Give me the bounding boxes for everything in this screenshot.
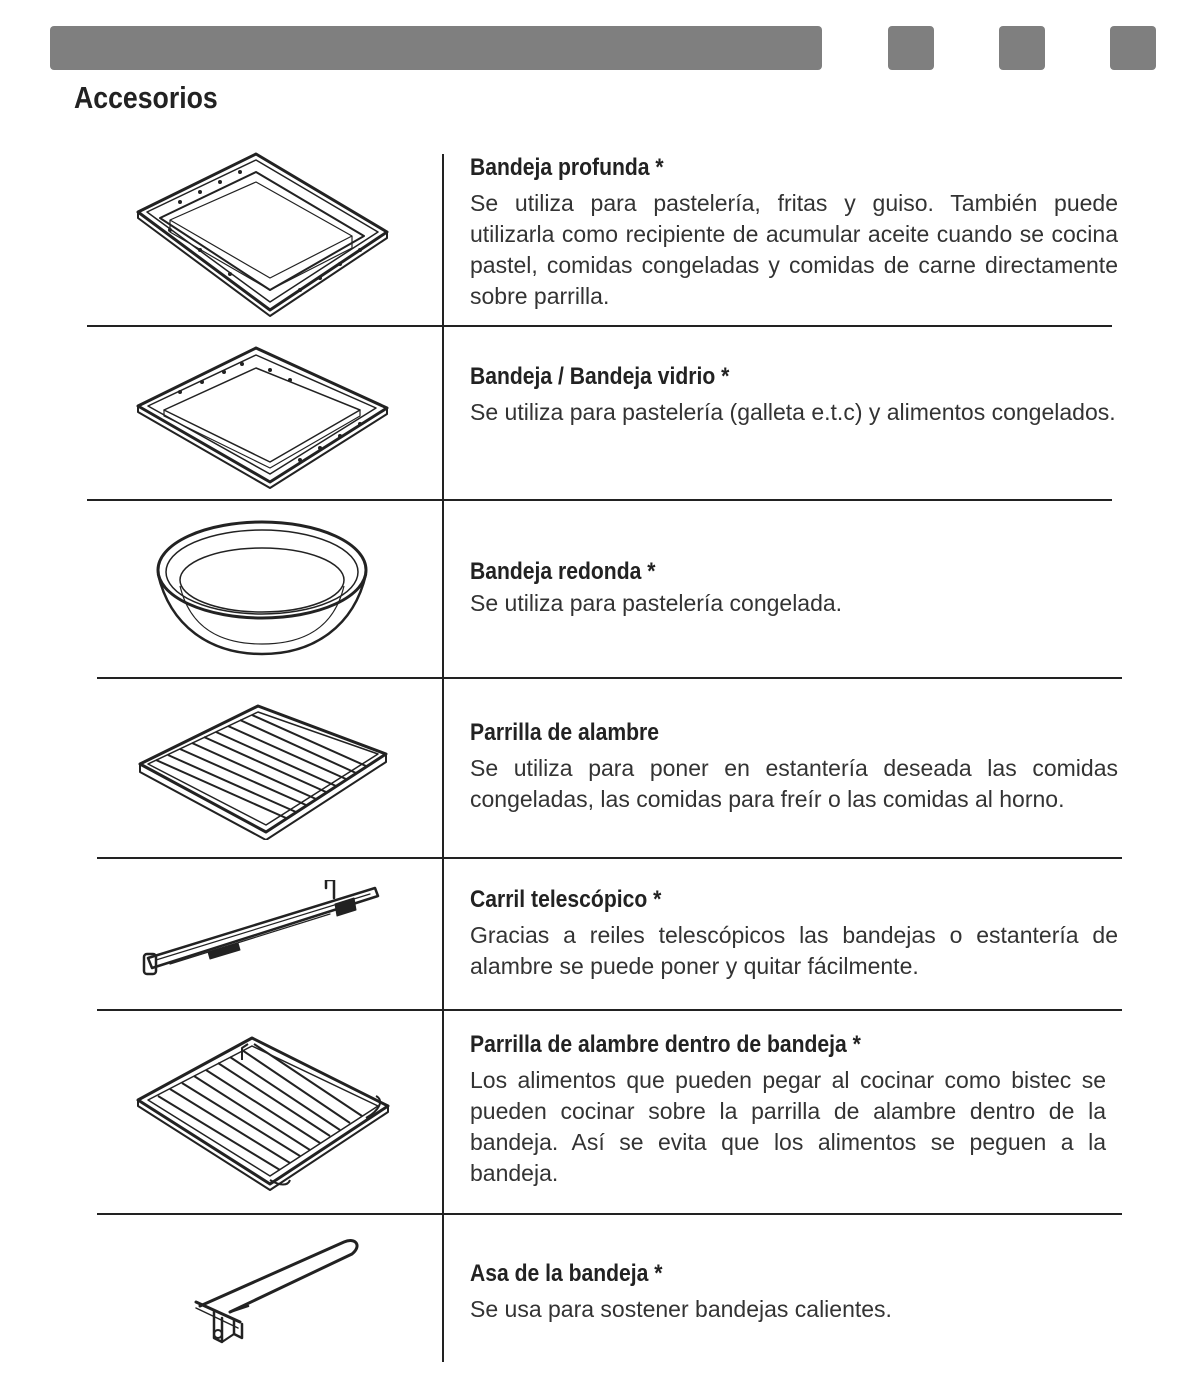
accessory-item [470, 1260, 1118, 1325]
item-heading: Parrilla de alambre [470, 719, 660, 746]
item-description: Se utiliza para pastelería congelada. [470, 590, 843, 616]
deep-tray-icon [130, 150, 395, 318]
item-heading: Bandeja profunda * [470, 154, 664, 181]
row-divider [97, 1213, 1122, 1215]
accessory-item [470, 558, 1118, 619]
item-description: Gracias a reiles telescópicos las bandejas o estantería de alambre se puede poner y quitar fácilmente. [470, 922, 1118, 979]
row-divider [87, 499, 1112, 501]
round-tray-icon [130, 516, 395, 662]
flat-tray-icon [130, 344, 395, 490]
row-divider [97, 677, 1122, 679]
accessory-item [470, 1031, 1118, 1189]
grill-in-tray-icon [130, 1030, 395, 1192]
header-square [1110, 26, 1156, 70]
wire-grill-icon [130, 700, 395, 840]
item-heading: Asa de la bandeja * [470, 1260, 663, 1287]
item-description: Se utiliza para pastelería (galleta e.t.c) y alimentos congelados. [470, 399, 1116, 425]
telescopic-rail-icon [130, 880, 395, 980]
column-divider [442, 154, 444, 1362]
item-description: Los alimentos que pueden pegar al cocinar como bistec se pueden cocinar sobre la parrilla de alambre dentro de la bandeja. Así se evita que los alimentos se peguen a la bandeja. [470, 1067, 1106, 1186]
item-description: Se usa para sostener bandejas calientes. [470, 1296, 892, 1322]
accessory-item [470, 363, 1118, 428]
accessory-item [470, 154, 1118, 312]
row-divider [97, 857, 1122, 859]
row-divider [87, 325, 1112, 327]
item-heading: Bandeja / Bandeja vidrio * [470, 363, 730, 390]
header-bar [50, 26, 822, 70]
tray-handle-icon [130, 1234, 395, 1354]
item-description: Se utiliza para pastelería, fritas y guiso. También puede utilizarla como recipiente de acumular aceite cuando se cocina pastel, comidas congeladas y comidas de carne directamente sobre parrilla. [470, 190, 1118, 309]
row-divider [97, 1009, 1122, 1011]
item-heading: Parrilla de alambre dentro de bandeja * [470, 1031, 861, 1058]
item-heading: Bandeja redonda * [470, 558, 656, 585]
page-title: Accesorios [74, 80, 218, 115]
header-square [999, 26, 1045, 70]
accessory-item [470, 719, 1118, 815]
item-description: Se utiliza para poner en estantería deseada las comidas congeladas, las comidas para freír o las comidas al horno. [470, 755, 1118, 812]
item-heading: Carril telescópico * [470, 886, 662, 913]
header-square [888, 26, 934, 70]
accessory-item [470, 886, 1118, 982]
